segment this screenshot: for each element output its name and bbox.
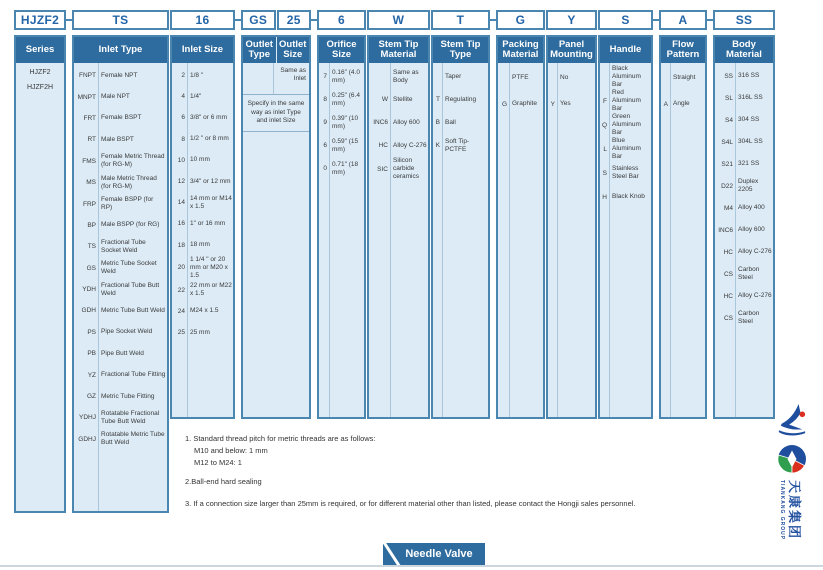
cell-code: G (501, 100, 507, 108)
group-body-material (713, 10, 775, 419)
table-row (319, 65, 364, 88)
cell-label: 316L SS (738, 94, 763, 101)
table-row (172, 65, 233, 86)
cell-code: HC (723, 248, 733, 256)
cell-label: Silicon carbide ceramics (393, 157, 420, 180)
inlet-size-rows (172, 63, 233, 417)
cell-code: GDH (81, 307, 96, 315)
outlet-column-box (241, 35, 311, 419)
table-row (498, 91, 543, 117)
inlet-size-column-box (170, 35, 235, 419)
cell-code: S (602, 169, 607, 177)
cell-label: Black Knob (612, 193, 645, 200)
table-row (715, 219, 773, 241)
cell-code: K (435, 142, 440, 149)
table-row (319, 111, 364, 134)
table-row (548, 91, 595, 117)
cell-code: MNPT (77, 93, 96, 101)
cell-label: 321 SS (738, 160, 760, 167)
group-packing-panel-handle (496, 10, 653, 419)
cell-label: PTFE (512, 74, 529, 81)
orifice-column-box (317, 35, 366, 419)
brand-logo (766, 402, 818, 540)
outlet-same-as-label: Same as Inlet (280, 67, 306, 82)
cell-label: 0.16" (4.0 mm) (332, 68, 360, 84)
cell-code: FMS (82, 157, 96, 165)
table-row (600, 113, 651, 137)
column-series (14, 10, 66, 513)
cell-code: 12 (177, 178, 185, 186)
table-row (715, 285, 773, 307)
cell-code: L (603, 145, 607, 153)
cell-code: 10 (177, 156, 185, 164)
cell-code: S21 (721, 160, 733, 168)
cell-code: FNPT (79, 72, 96, 80)
table-row (319, 88, 364, 111)
cell-label: 304L SS (738, 138, 763, 145)
cell-label: Angle (673, 100, 690, 107)
handle-code-box: S (598, 10, 653, 30)
cell-code: BP (87, 221, 96, 229)
table-row (369, 134, 428, 157)
cell-code: M4 (723, 204, 733, 212)
cell-code: INC6 (373, 119, 388, 126)
needle-valve-tab (383, 543, 485, 565)
cell-label: Alloy C-276 (738, 248, 772, 255)
column-outlet (241, 10, 311, 419)
stem-tip-material-code-box: W (367, 10, 430, 30)
cell-label: 22 mm or M22 x 1.5 (190, 282, 232, 298)
cell-code: F (603, 97, 607, 105)
table-row (74, 343, 167, 364)
cell-code: 18 (177, 241, 185, 249)
cell-label: Female NPT (101, 71, 138, 79)
outlet-size-code-box: 25 (277, 10, 312, 30)
table-row (715, 307, 773, 329)
table-row (172, 256, 233, 280)
table-row (600, 65, 651, 89)
table-row (369, 157, 428, 181)
panel-mounting-column-box (546, 35, 597, 419)
outlet-type-empty-cell (243, 63, 274, 94)
outlet-empty-area (243, 132, 309, 418)
table-row (600, 161, 651, 185)
cell-label: Graphite (512, 100, 537, 107)
flow-pattern-code-box: A (659, 10, 707, 30)
table-row (172, 301, 233, 322)
flow-pattern-column-box (659, 35, 707, 419)
cell-code: RT (87, 136, 96, 144)
cell-code: FRT (83, 114, 96, 122)
cell-label: Female BSPT (101, 114, 142, 122)
handle-rows (600, 63, 651, 417)
cell-code: HC (723, 292, 733, 300)
group-orifice-stem (317, 10, 490, 419)
cell-label: Stainless Steel Bar (612, 165, 639, 180)
panel-mounting-header: Panel Mounting (548, 37, 595, 63)
cell-code: TS (87, 243, 96, 251)
brand-name-en: TIANKANG GROUP (779, 480, 785, 541)
cell-code: 8 (323, 96, 327, 103)
column-flow-pattern (659, 10, 707, 419)
cell-label: Metric Tube Socket Weld (101, 260, 157, 276)
inlet-type-code-box: TS (72, 10, 169, 30)
table-row (172, 86, 233, 107)
table-row (498, 65, 543, 91)
cell-label: Carbon Steel (738, 266, 760, 281)
cell-label: Alloy C-276 (393, 141, 427, 149)
cell-label: Metric Tube Fitting (101, 392, 155, 400)
table-row (369, 65, 428, 88)
table-row (433, 111, 488, 134)
cell-code: W (381, 96, 388, 103)
stem-tip-type-rows (433, 63, 488, 417)
table-row (172, 129, 233, 150)
series-rows (16, 63, 64, 511)
table-row (74, 429, 167, 450)
cell-label: 25 mm (190, 328, 210, 336)
packing-header: Packing Material (498, 37, 543, 63)
table-row (715, 197, 773, 219)
packing-code-box: G (496, 10, 545, 30)
table-row (74, 300, 167, 321)
cell-code: 22 (177, 286, 185, 294)
cell-label: Regulating (445, 95, 477, 103)
cell-label: Black Aluminum Bar (612, 65, 641, 88)
outlet-type-code-box: GS (241, 10, 276, 30)
stem-tip-type-column-box (431, 35, 490, 419)
table-row (369, 88, 428, 111)
table-row (433, 65, 488, 88)
cell-label: Blue Aluminum Bar (612, 137, 641, 160)
body-material-code-box: SS (713, 10, 775, 30)
cell-label: Male BSPP (for RG) (101, 221, 160, 229)
cell-code: 4 (181, 93, 185, 101)
brand-names (779, 480, 805, 540)
brand-name-zh: 天康集团 (787, 480, 802, 541)
column-stem-tip-type (431, 10, 490, 419)
group-outlet (241, 10, 311, 419)
stem-tip-type-code-box: T (431, 10, 490, 30)
cell-code: YDH (82, 286, 96, 294)
table-row (74, 407, 167, 428)
column-inlet-size (170, 10, 235, 419)
cell-label: Rotatable Metric Tube Butt Weld (101, 431, 165, 447)
cell-label: 304 SS (738, 116, 760, 123)
cell-code: Q (601, 121, 607, 129)
cell-label: 10 mm (190, 156, 210, 164)
tab-label: Needle Valve (405, 548, 473, 560)
series-code-box: HJZF2 (14, 10, 66, 30)
cell-code: GDHJ (78, 435, 96, 443)
cell-label: Metric Tube Butt Weld (101, 306, 165, 314)
table-row (172, 213, 233, 234)
cell-label: Alloy 600 (738, 226, 765, 233)
panel-mounting-rows (548, 63, 595, 417)
cell-code: 16 (177, 220, 185, 228)
cell-code: MS (86, 179, 96, 187)
table-row (74, 172, 167, 193)
table-row (600, 137, 651, 161)
cell-label: 18 mm (190, 241, 210, 249)
cell-code: 14 (177, 199, 185, 207)
cell-label: Ball (445, 118, 456, 126)
cell-code: INC6 (718, 226, 733, 234)
cell-label: 0.25" (6.4 mm) (332, 91, 360, 107)
column-stem-tip-material (367, 10, 430, 419)
column-packing-material (496, 10, 545, 419)
cell-label: 3/8" or 6 mm (190, 113, 227, 121)
table-row (715, 153, 773, 175)
cell-code: 6 (323, 142, 327, 149)
cell-label: Fractional Tube Fitting (101, 371, 166, 379)
cell-label: Green Aluminum Bar (612, 113, 641, 136)
cell-label: Soft Tip-PCTFE (445, 137, 470, 153)
cell-label: 1 1/4 " or 20 mm or M20 x 1.5 (190, 255, 228, 279)
cell-code: H (602, 193, 607, 201)
cell-code: 25 (177, 329, 185, 337)
table-row (74, 151, 167, 172)
cell-code: Y (550, 100, 555, 108)
table-row (319, 134, 364, 157)
cell-label: Male Metric Thread (for RG-M) (101, 174, 157, 190)
handle-column-box (598, 35, 653, 419)
inlet-type-column-box (72, 35, 169, 513)
cell-label: 1" or 16 mm (190, 219, 226, 227)
cell-code: CS (723, 314, 733, 322)
table-row (661, 91, 705, 117)
bird-logo-icon (777, 402, 807, 436)
cell-code: 20 (177, 264, 185, 272)
table-row (172, 192, 233, 213)
note-1: 1. Standard thread pitch for metric threads are as follows: (185, 434, 376, 443)
table-row (74, 364, 167, 385)
cell-code: HC (378, 142, 388, 149)
outlet-same-as-row (243, 63, 309, 95)
cell-code: SS (724, 72, 733, 80)
table-row (172, 107, 233, 128)
table-row (74, 65, 167, 86)
body-material-header: Body Material (715, 37, 773, 63)
body-material-column-box (713, 35, 775, 419)
inlet-size-header: Inlet Size (172, 37, 233, 63)
table-row (74, 236, 167, 257)
cell-label: Taper (445, 72, 462, 80)
cell-label: Alloy 600 (393, 118, 420, 126)
table-row (661, 65, 705, 91)
group-series (14, 10, 66, 513)
table-row (319, 157, 364, 180)
outlet-size-header: Outlet Size (277, 37, 310, 63)
cell-label: Red Aluminum Bar (612, 89, 641, 112)
cell-code: GZ (86, 393, 96, 401)
cell-code: PB (87, 350, 96, 358)
note-1a: M10 and below: 1 mm (194, 446, 268, 455)
cell-label: Fractional Tube Butt Weld (101, 281, 160, 297)
table-row (74, 322, 167, 343)
cell-code: CS (723, 270, 733, 278)
inlet-size-code-box: 16 (170, 10, 235, 30)
cell-code: 0 (323, 165, 327, 172)
handle-header: Handle (600, 37, 651, 63)
cell-label: 1/2 " or 8 mm (190, 135, 229, 143)
cell-code: GS (86, 264, 96, 272)
cell-label: Fractional Tube Socket Weld (101, 238, 146, 254)
note-3: 3. If a connection size larger than 25mm is required, or for different material other than listed, please contact the Hongji sales personnel. (185, 499, 636, 508)
column-handle (598, 10, 653, 419)
cell-code: 8 (181, 135, 185, 143)
table-row (172, 235, 233, 256)
cell-label: Female BSPP (for RP) (101, 196, 154, 212)
table-row (715, 87, 773, 109)
table-row (74, 215, 167, 236)
table-row (715, 175, 773, 197)
stem-tip-material-column-box (367, 35, 430, 419)
column-orifice-size (317, 10, 366, 419)
cell-label: HJZF2 (29, 68, 51, 76)
cell-code: 24 (177, 307, 185, 315)
table-row (74, 108, 167, 129)
cell-code: YZ (87, 371, 96, 379)
cell-code: B (435, 119, 440, 126)
cell-code: FRP (83, 200, 96, 208)
table-row (74, 279, 167, 300)
cell-code: T (436, 96, 440, 103)
tab-slash-decoration (383, 543, 401, 565)
cell-code: S4 (725, 116, 733, 124)
table-row (600, 89, 651, 113)
flow-pattern-rows (661, 63, 705, 417)
packing-column-box (496, 35, 545, 419)
cell-label: Pipe Socket Weld (101, 328, 153, 336)
cell-label: Duplex 2205 (738, 178, 759, 193)
ring-logo-icon (777, 444, 807, 474)
cell-label: 14 mm or M14 x 1.5 (190, 194, 232, 210)
note-2: 2.Ball-end hard sealing (185, 477, 262, 486)
cell-label: 0.59" (15 mm) (332, 137, 359, 153)
group-flow-pattern (659, 10, 707, 419)
inlet-type-rows (74, 63, 167, 511)
cell-label: Male BSPT (101, 135, 134, 143)
outlet-code-boxes (241, 10, 311, 35)
outlet-type-header: Outlet Type (243, 37, 276, 63)
cell-label: 316 SS (738, 72, 760, 79)
cell-code: A (663, 100, 668, 108)
table-row (715, 65, 773, 87)
cell-label: 1/4" (190, 92, 202, 100)
flow-pattern-header: Flow Pattern (661, 37, 705, 63)
table-row (433, 88, 488, 111)
table-row (715, 131, 773, 153)
outlet-headers (243, 37, 309, 63)
cell-label: HJZF2H (26, 83, 54, 91)
cell-label: 0.39" (10 mm) (332, 114, 359, 130)
column-body-material (713, 10, 775, 419)
table-row (74, 386, 167, 407)
cell-label: Pipe Butt Weld (101, 349, 144, 357)
table-row (548, 65, 595, 91)
cell-label: No (560, 74, 569, 81)
table-row (172, 322, 233, 343)
series-column-box (14, 35, 66, 513)
cell-label: Female Metric Thread (for RG-M) (101, 153, 165, 169)
cell-code: S4L (721, 138, 733, 146)
cell-code: SIC (377, 165, 388, 173)
cell-label: Stellite (393, 95, 413, 103)
cell-label: Same as Body (393, 68, 419, 84)
stem-tip-material-rows (369, 63, 428, 417)
table-row (369, 111, 428, 134)
inlet-type-header: Inlet Type (74, 37, 167, 63)
table-row (715, 263, 773, 285)
table-row (600, 185, 651, 209)
cell-code: YDHJ (79, 414, 96, 422)
cell-label: 0.71" (18 mm) (332, 160, 359, 176)
cell-code: 7 (323, 73, 327, 80)
cell-code: 9 (323, 119, 327, 126)
cell-label: Rotatable Fractional Tube Butt Weld (101, 409, 160, 425)
cell-label: Straight (673, 74, 696, 81)
footnotes (185, 433, 800, 510)
table-row (715, 109, 773, 131)
cell-code: PS (87, 328, 96, 336)
cell-code: 6 (181, 114, 185, 122)
orifice-code-box: 6 (317, 10, 366, 30)
table-row (74, 86, 167, 107)
table-row (16, 65, 64, 80)
column-inlet-type (72, 10, 169, 513)
page-edge-line (0, 565, 823, 567)
table-row (433, 134, 488, 157)
body-material-rows (715, 63, 773, 417)
table-row (172, 150, 233, 171)
cell-label: 1/8 " (190, 71, 204, 79)
table-row (74, 193, 167, 214)
cell-code: D22 (721, 182, 733, 190)
panel-mounting-code-box: Y (546, 10, 597, 30)
cell-label: Carbon Steel (738, 310, 760, 325)
cell-label: M24 x 1.5 (190, 307, 219, 315)
cell-label: Alloy C-276 (738, 292, 772, 299)
orifice-header: Orifice Size (319, 37, 364, 63)
table-row (74, 129, 167, 150)
cell-label: Male NPT (101, 93, 130, 101)
cell-label: 3/4" or 12 mm (190, 177, 231, 185)
cell-code: 2 (181, 72, 185, 80)
cell-label: Yes (560, 100, 571, 107)
table-row (16, 80, 64, 95)
stem-tip-material-header: Stem Tip Material (369, 37, 428, 63)
stem-tip-type-header: Stem Tip Type (433, 37, 488, 63)
table-row (172, 171, 233, 192)
cell-label: Alloy 400 (738, 204, 765, 211)
cell-code: SL (725, 94, 733, 102)
note-1b: M12 to M24: 1 (194, 458, 242, 467)
table-row (715, 241, 773, 263)
table-row (172, 280, 233, 301)
table-row (74, 258, 167, 279)
orifice-rows (319, 63, 364, 417)
series-header: Series (16, 37, 64, 63)
column-panel-mounting (546, 10, 597, 419)
outlet-specify-note: Specify in the same way as inlet Type and inlet Size (243, 95, 309, 132)
packing-rows (498, 63, 543, 417)
